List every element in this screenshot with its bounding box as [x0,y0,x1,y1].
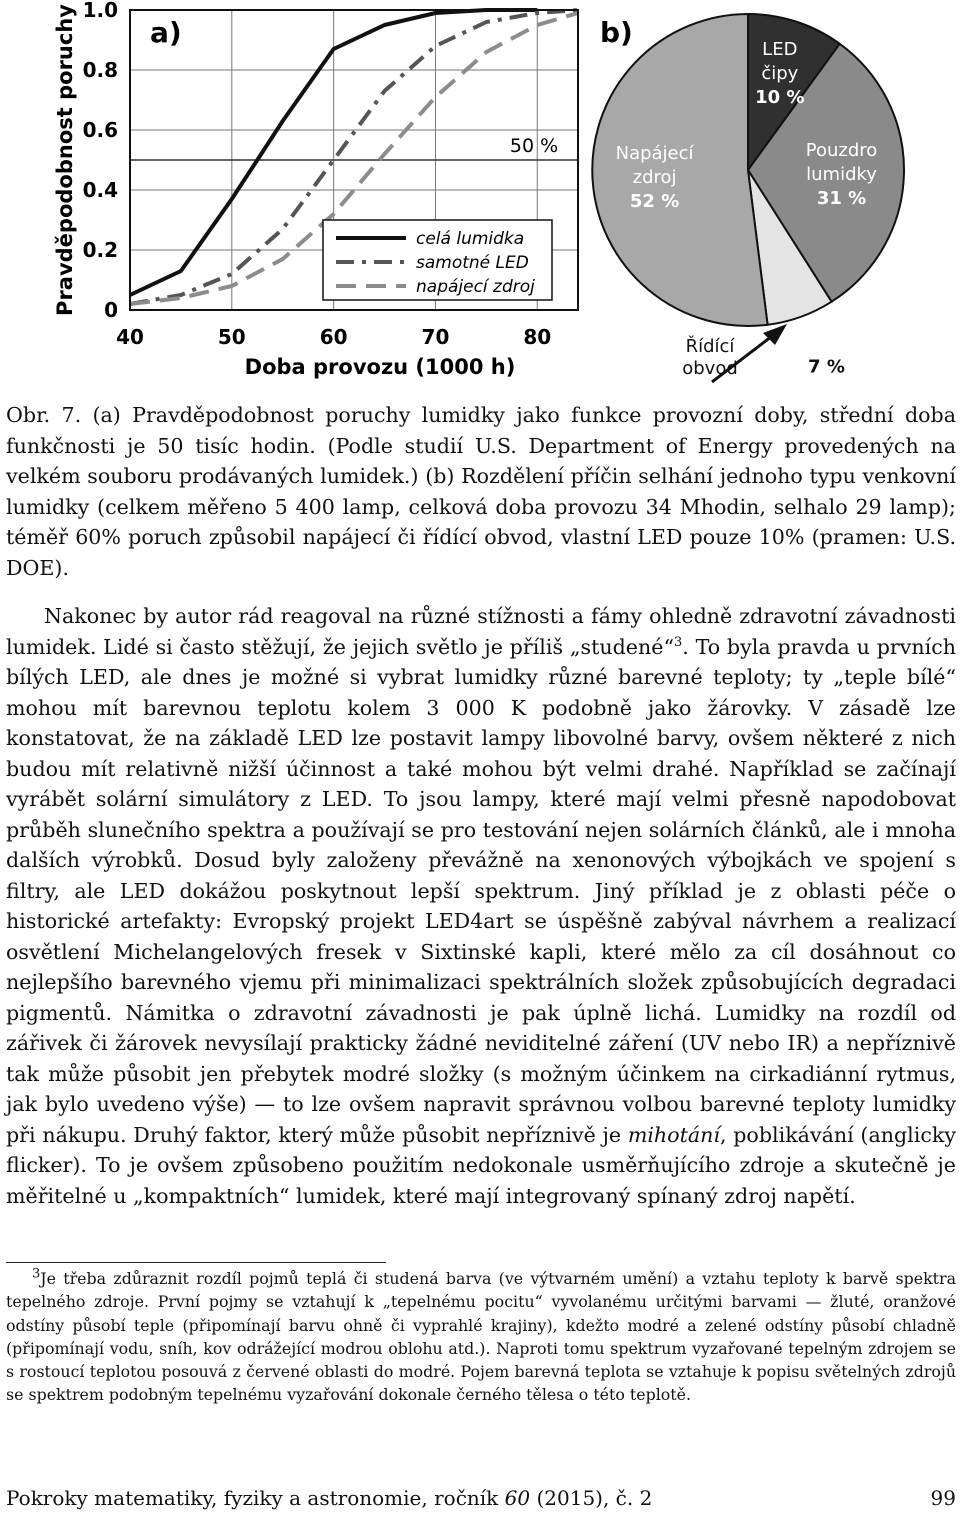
legend-label-2: samotné LED [416,253,529,273]
y-axis-label: Pravděpodobnost poruchy [53,4,77,316]
footnote-text: Je třeba zdůraznit rozdíl pojmů teplá či studená barva (ve výtvarném umění) a vztahu teploty k barvě spektra tepelného zdroje. První pojmy se vztahují k „tepelnému pocitu“ vyvolanému určitými barvami — žluté, oranžové odstíny působí teple (připomínají barvu ohně či vyprahlé krajiny), kdežto modré a zelené odstíny působí chladně (připomínají vodu, sníh, kov odrážející modrou oblohu atd.). Naproti tomu spektrum vyzařované tepelným zdrojem se s rostoucí teplotou posouvá z červené oblasti do modré. Pojem barevná teplota se vztahuje k popisu světelných zdrojů se spektrem podobným tepelnému vyzařování dokonale černého tělesa o této teplotě. [6,1269,956,1405]
line-chart-panel [53,0,578,379]
pie-value-1: 10 % [755,87,805,109]
y-tick-label: 0.8 [82,58,118,82]
pie-value-2: 31 % [816,187,867,209]
x-tick-label: 70 [421,325,450,349]
page-number: 99 [930,1486,956,1510]
pie-label-1: LED [762,39,798,61]
pie-label-2: Pouzdro [805,139,878,161]
pie-external-label-3: obvod [682,358,738,379]
paragraph-emphasis: mihotání [627,1122,720,1147]
figure-caption: Obr. 7. (a) Pravděpodobnost poruchy lumidky jako funkce provozní doby, střední doba funkčnosti je 50 tisíc hodin. (Podle studií U.S. Department of Energy provedených na velkém souboru prodávaných lumidek.) (b) Rozdělení příčin selhání jednoho typu venkovní lumidky (celkem měřeno 5 400 lamp, celková doba provozu 34 Mhodin, selhalo 29 lamp); téměř 60% poruch způsobil napájecí či řídící obvod, vlastní LED pouze 10% (pramen: U.S. DOE). [6,403,956,580]
footnote [6,1267,956,1407]
pie-label-1: čipy [761,63,799,85]
legend-label-1: celá lumidka [416,229,525,249]
figure-7 [0,0,960,390]
journal-issue: (2015), č. 2 [530,1486,653,1510]
paragraph-text-3: , poblikávání (anglicky flicker). To je ovšem způsobeno použitím nedokonale usměrňujícího zdroje a skutečně je měřitelné u „kompaktních“ lumidek, které mají integrovaný spínaný zdroj napětí. [6,1122,956,1208]
y-tick-label: 0.2 [82,238,118,262]
journal-info [6,1486,652,1510]
x-tick-label: 60 [319,325,348,349]
paragraph-text-1: Nakonec by autor rád reagoval na různé stížnosti a fámy ohledně zdravotní závadnosti lumidek. Lidé si často stěžují, že jejich světlo je příliš „studené“ [6,604,956,659]
pie-chart-panel [592,14,904,382]
figure-svg [0,0,960,390]
pie-label-2: lumidky [806,163,877,185]
pie-label-4: Napájecí [615,142,694,164]
footnote-rule [6,1262,386,1263]
paragraph [6,601,956,1211]
x-tick-label: 80 [523,325,552,349]
y-tick-label: 0.6 [82,118,118,142]
legend-label-3: napájecí zdroj [416,277,535,297]
x-tick-label: 50 [217,325,246,349]
panel-label-b: b) [600,16,633,49]
journal-name: Pokroky matematiky, fyziky a astronomie, ročník [6,1486,505,1510]
pie-label-4: zdroj [632,166,677,188]
paragraph-text-2: . To byla pravda u prvních bílých LED, ale dnes je možné si vybrat lumidky různé barevné teploty; ty „teple bílé“ mohou mít barevnou teplotu kolem 3 000 K podobně jako žárovky. V zásadě lze konstatovat, že na základě LED lze postavit lampy libovolné barvy, ovšem některé z nich budou mít relativně nižší účinnost a také mohou být velmi drahé. Například se začínají vyrábět solární simulátory z LED. To jsou lampy, které mají velmi přesně napodobovat průběh slunečního spektra a používají se pro testování nejen solárních článků, ale i mnoha dalších výrobků. Dosud byly založeny převážně na xenonových výbojkách ve spojení s filtry, ale LED dokážou poskytnout lepší spektrum. Jiný příklad je z oblasti péče o historické artefakty: Evropský projekt LED4art se úspěšně zabýval návrhem a realizací osvětlení Michelangelových fresek v Sixtinské kapli, které mělo za cíl dosáhnout co nejlepšího barevného vjemu při minimalizaci spektrálních složek způsobujících degradaci pigmentů. Námitka o zdravotní závadnosti je pak úplně lichá. Lumidky na rozdíl od zářivek či žárovek nevysílají prakticky žádné neviditelné záření (UV nebo IR) a nepříznivě tak může působit jen přebytek modré složky (s možným účinkem na cirkadiánní rytmus, jak bylo uvedeno výše) — to lze ovšem napravit správnou volbou barevné teploty lumidky při nákupu. Druhý faktor, který může působit nepříznivě je [6,634,956,1147]
x-axis-label: Doba provozu (1000 h) [244,355,516,379]
y-tick-label: 0 [104,298,118,322]
pie-value-4: 52 % [629,190,680,212]
footnote-ref: 3 [673,634,683,650]
pie-slice-4 [592,14,767,326]
body-text [6,601,956,1211]
y-tick-label: 1.0 [82,0,118,22]
panel-label-a: a) [150,16,182,49]
page-footer [6,1486,956,1510]
footnote-number: 3 [32,1266,41,1282]
legend [323,220,552,300]
journal-volume: 60 [504,1486,531,1510]
pie-value-3: 7 % [808,356,845,378]
y-tick-label: 0.4 [82,178,118,202]
pie-external-label-3: Řídící [685,336,735,357]
x-tick-label: 40 [116,325,144,349]
annotation-50-percent: 50 % [509,135,559,157]
